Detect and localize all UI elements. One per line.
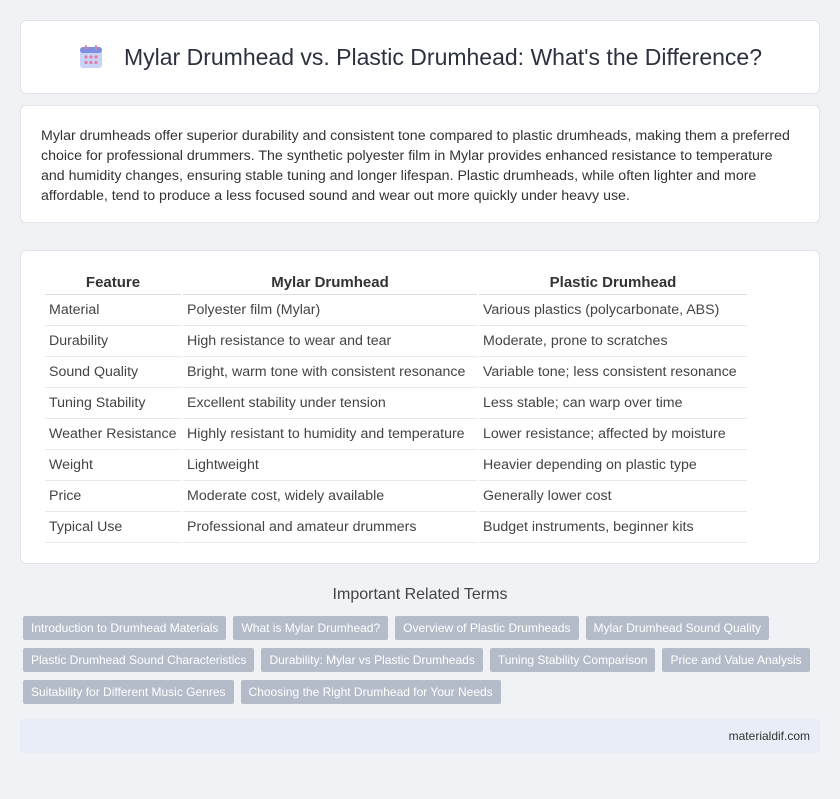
plastic-cell: Generally lower cost xyxy=(479,481,747,512)
feature-cell: Typical Use xyxy=(45,512,181,543)
mylar-cell: Bright, warm tone with consistent resonance xyxy=(183,357,477,388)
intro-text: Mylar drumheads offer superior durability and consistent tone compared to plastic drumheads, making them a preferred choice for professional drummers. The synthetic polyester film in Mylar provides enhanced resistance to temperature and humidity changes, ensuring stable tuning and longer lifespan. Plastic drumheads, while often lighter and more affordable, tend to produce a less focused sound and wear out more quickly under heavy use. xyxy=(41,128,790,204)
table-row xyxy=(45,326,747,357)
feature-cell: Durability xyxy=(45,326,181,357)
related-term-tag[interactable]: Introduction to Drumhead Materials xyxy=(23,616,226,640)
footer-site-link[interactable]: materialdif.com xyxy=(728,729,810,743)
related-term-tag[interactable]: Suitability for Different Music Genres xyxy=(23,680,234,704)
related-term-tag[interactable]: Mylar Drumhead Sound Quality xyxy=(586,616,769,640)
table-row xyxy=(45,388,747,419)
table-header-row xyxy=(45,271,747,295)
intro-card xyxy=(20,105,820,223)
related-term-tag[interactable]: Plastic Drumhead Sound Characteristics xyxy=(23,648,254,672)
table-row xyxy=(45,419,747,450)
feature-cell: Material xyxy=(45,295,181,326)
plastic-cell: Moderate, prone to scratches xyxy=(479,326,747,357)
feature-cell: Sound Quality xyxy=(45,357,181,388)
mylar-cell: Excellent stability under tension xyxy=(183,388,477,419)
related-term-tag[interactable]: Price and Value Analysis xyxy=(662,648,809,672)
related-terms-title: Important Related Terms xyxy=(332,586,508,603)
table-row xyxy=(45,295,747,326)
plastic-cell: Budget instruments, beginner kits xyxy=(479,512,747,543)
plastic-cell: Less stable; can warp over time xyxy=(479,388,747,419)
mylar-cell: Highly resistant to humidity and temperature xyxy=(183,419,477,450)
footer xyxy=(20,719,820,753)
feature-cell: Price xyxy=(45,481,181,512)
plastic-cell: Variable tone; less consistent resonance xyxy=(479,357,747,388)
related-term-tag[interactable]: Tuning Stability Comparison xyxy=(490,648,656,672)
table-row xyxy=(45,481,747,512)
plastic-cell: Various plastics (polycarbonate, ABS) xyxy=(479,295,747,326)
mylar-cell: High resistance to wear and tear xyxy=(183,326,477,357)
page-title: Mylar Drumhead vs. Plastic Drumhead: What's the Difference? xyxy=(124,43,762,70)
table-row xyxy=(45,357,747,388)
comparison-card xyxy=(20,250,820,564)
related-term-tag[interactable]: Choosing the Right Drumhead for Your Needs xyxy=(241,680,501,704)
table-row xyxy=(45,512,747,543)
column-header-mylar: Mylar Drumhead xyxy=(183,271,477,295)
mylar-cell: Lightweight xyxy=(183,450,477,481)
table-row xyxy=(45,450,747,481)
plastic-cell: Heavier depending on plastic type xyxy=(479,450,747,481)
column-header-plastic: Plastic Drumhead xyxy=(479,271,747,295)
page-header xyxy=(20,20,820,94)
feature-cell: Weather Resistance xyxy=(45,419,181,450)
plastic-cell: Lower resistance; affected by moisture xyxy=(479,419,747,450)
column-header-feature: Feature xyxy=(45,271,181,295)
related-term-tag[interactable]: Durability: Mylar vs Plastic Drumheads xyxy=(261,648,482,672)
feature-cell: Weight xyxy=(45,450,181,481)
comparison-table xyxy=(43,271,749,543)
mylar-cell: Moderate cost, widely available xyxy=(183,481,477,512)
calendar-grid-icon xyxy=(78,44,104,70)
feature-cell: Tuning Stability xyxy=(45,388,181,419)
related-term-tag[interactable]: What is Mylar Drumhead? xyxy=(233,616,388,640)
mylar-cell: Professional and amateur drummers xyxy=(183,512,477,543)
mylar-cell: Polyester film (Mylar) xyxy=(183,295,477,326)
related-terms-list xyxy=(0,616,840,704)
related-term-tag[interactable]: Overview of Plastic Drumheads xyxy=(395,616,578,640)
